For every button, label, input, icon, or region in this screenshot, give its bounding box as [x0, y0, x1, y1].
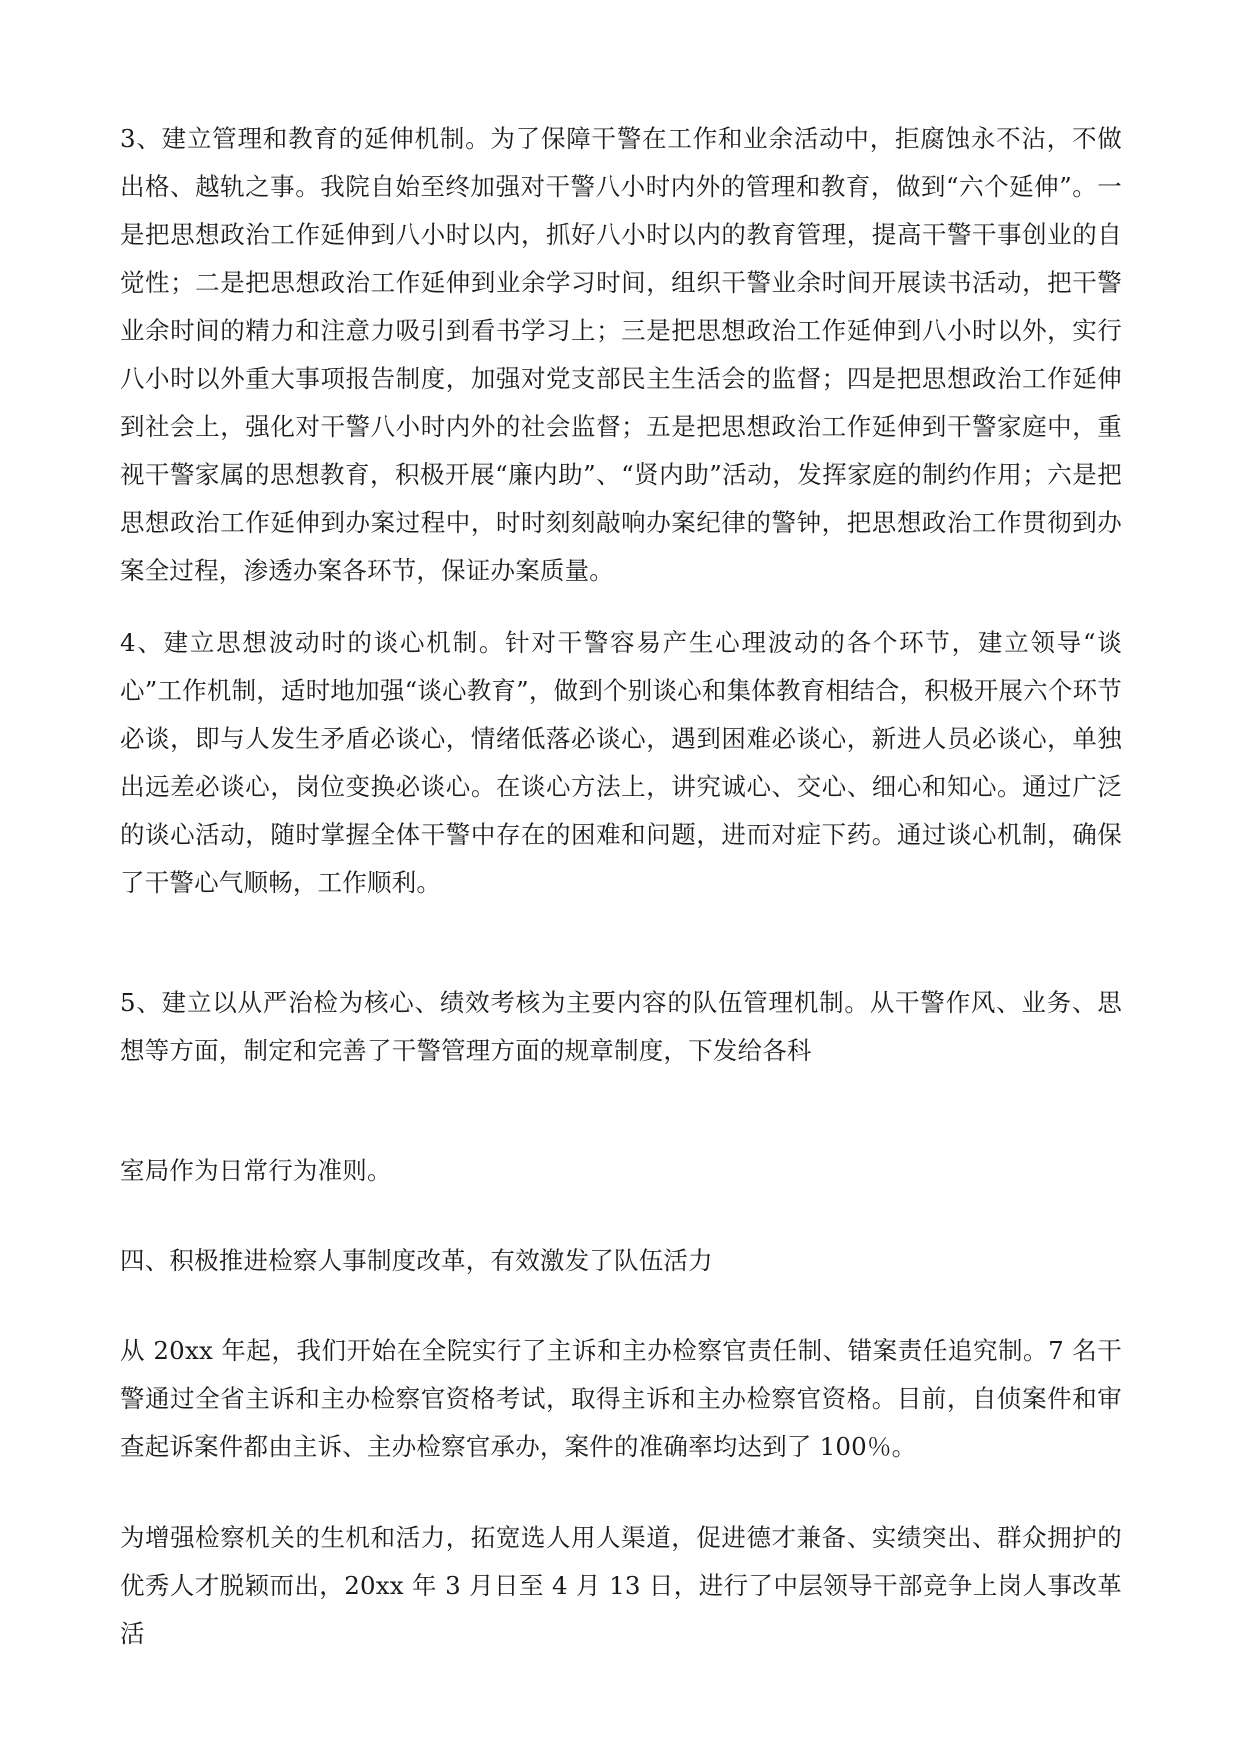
- paragraph-heart-to-heart-mechanism: 4、建立思想波动时的谈心机制。针对干警容易产生心理波动的各个环节，建立领导“谈心”工作机制，适时地加强“谈心教育”，做到个别谈心和集体教育相结合，积极开展六个环节必谈，即与人发生矛盾必谈心，情绪低落必谈心，遇到困难必谈心，新进人员必谈心，单独出远差必谈心，岗位变换必谈心。在谈心方法上，讲究诚心、交心、细心和知心。通过广泛的谈心活动，随时掌握全体干警中存在的困难和问题，进而对症下药。通过谈心机制，确保了干警心气顺畅，工作顺利。: [120, 628, 1122, 897]
- paragraph-code-of-conduct: 室局作为日常行为准则。: [120, 1156, 392, 1185]
- section-heading-personnel-reform: 四、积极推进检察人事制度改革，有效激发了队伍活力: [120, 1246, 713, 1275]
- paragraph-extension-mechanism: 3、建立管理和教育的延伸机制。为了保障干警在工作和业余活动中，拒腐蚀永不沾，不做出格、越轨之事。我院自始至终加强对干警八小时内外的管理和教育，做到“六个延伸”。一是把思想政治工作延伸到八小时以内，抓好八小时以内的教育管理，提高干警干事创业的自觉性；二是把思想政治工作延伸到业余学习时间，组织干警业余时间开展读书活动，把干警业余时间的精力和注意力吸引到看书学习上；三是把思想政治工作延伸到八小时以外，实行八小时以外重大事项报告制度，加强对党支部民主生活会的监督；四是把思想政治工作延伸到社会上，强化对干警八小时内外的社会监督；五是把思想政治工作延伸到干警家庭中，重视干警家属的思想教育，积极开展“廉内助”、“贤内助”活动，发挥家庭的制约作用；六是把思想政治工作延伸到办案过程中，时时刻刻敲响办案纪律的警钟，把思想政治工作贯彻到办案全过程，渗透办案各环节，保证办案质量。: [120, 124, 1122, 585]
- paragraph-prosecutor-responsibility: 从 20xx 年起，我们开始在全院实行了主诉和主办检察官责任制、错案责任追究制。7 名干警通过全省主诉和主办检察官资格考试，取得主诉和主办检察官资格。目前，自侦案件和审查起诉案件都由主诉、主办检察官承办，案件的准确率均达到了 100％。: [120, 1336, 1122, 1461]
- paragraph-team-management-mechanism: 5、建立以从严治检为核心、绩效考核为主要内容的队伍管理机制。从干警作风、业务、思想等方面，制定和完善了干警管理方面的规章制度，下发给各科: [120, 988, 1122, 1065]
- paragraph-competitive-selection: 为增强检察机关的生机和活力，拓宽选人用人渠道，促进德才兼备、实绩突出、群众拥护的优秀人才脱颖而出，20xx 年 3 月日至 4 月 13 日，进行了中层领导干部竞争上岗人事改革活: [120, 1523, 1122, 1648]
